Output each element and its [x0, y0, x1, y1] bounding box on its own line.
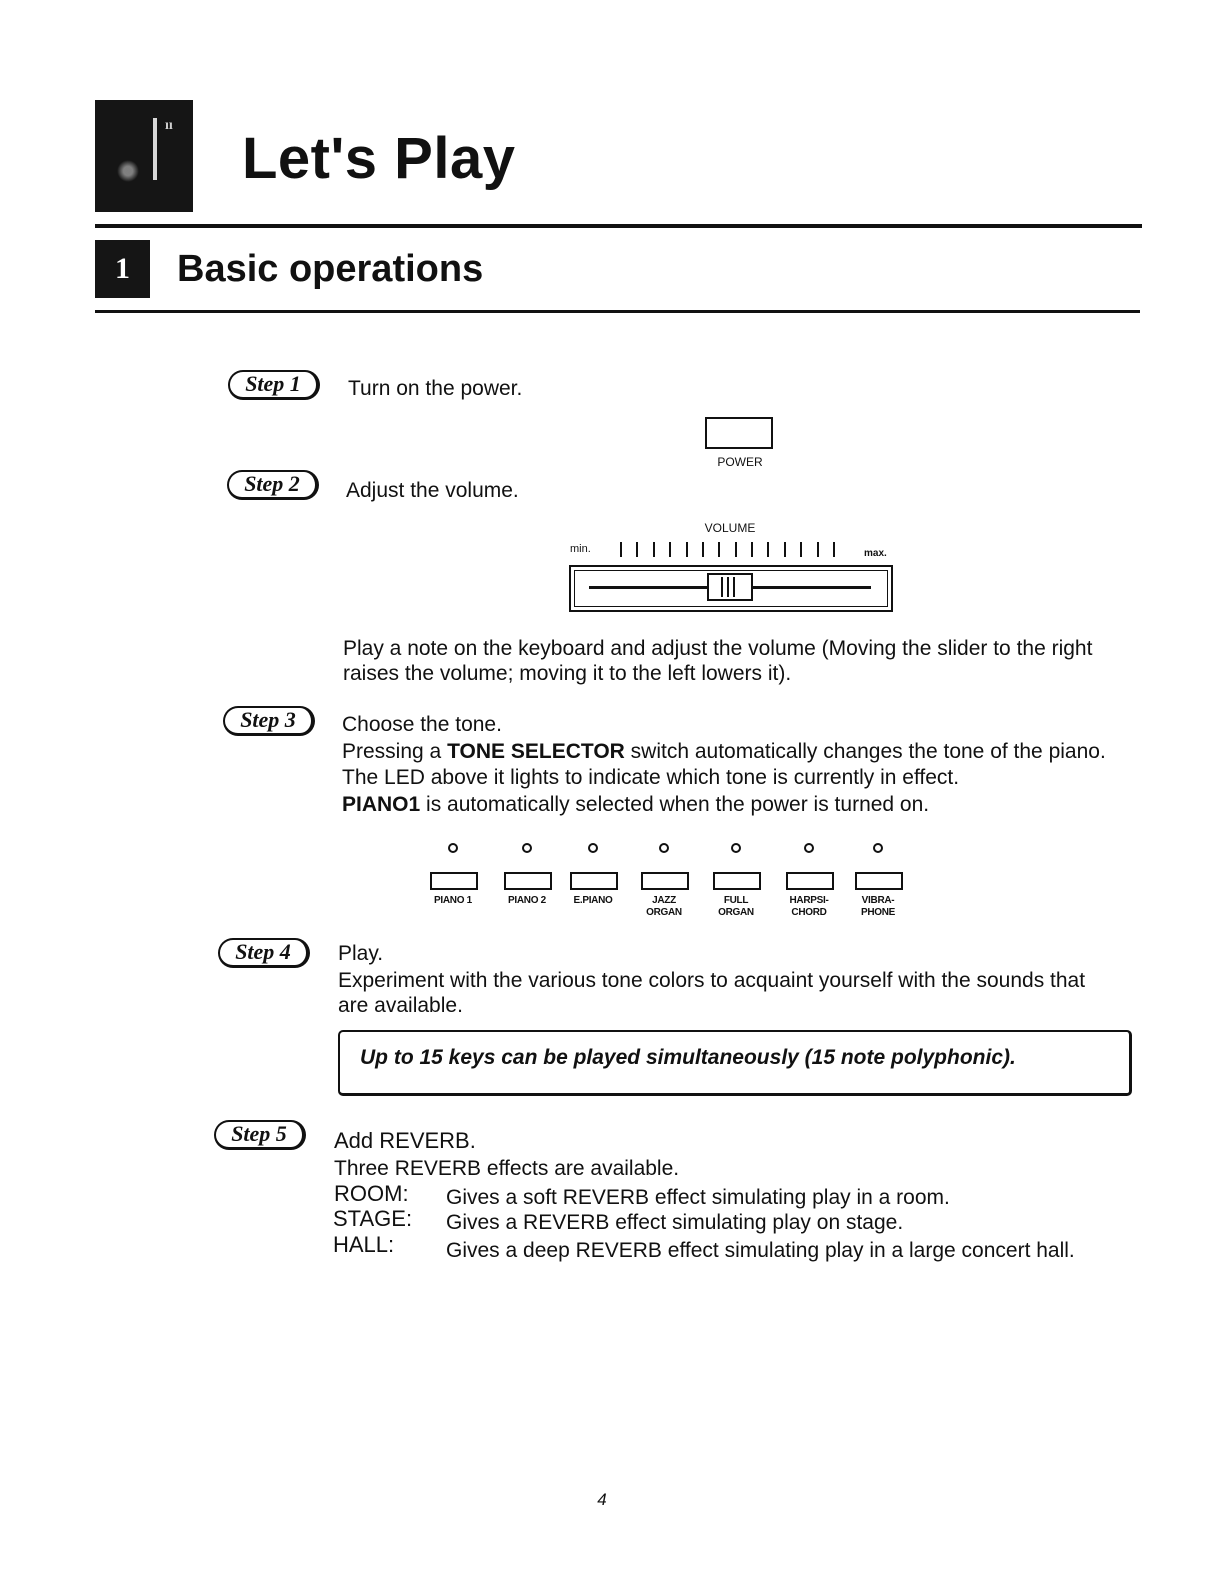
reverb-room-name: ROOM:: [334, 1181, 409, 1206]
chapter-title: Let's Play: [242, 126, 516, 191]
step-2-title: Adjust the volume.: [346, 479, 519, 502]
volume-slider-knob: [707, 573, 753, 601]
tone-led: [522, 843, 532, 853]
tone-label: E.PIANO: [573, 895, 613, 906]
volume-tick: [686, 542, 688, 557]
volume-slider: [569, 565, 893, 612]
section-number: 1: [95, 240, 150, 298]
tone-led: [659, 843, 669, 853]
tone-switch: [430, 872, 478, 890]
polyphony-note: Up to 15 keys can be played simultaneously (15 note polyphonic).: [360, 1046, 1016, 1069]
power-button: [705, 417, 773, 449]
reverb-intro: Three REVERB effects are available.: [334, 1157, 680, 1180]
tone-switch: [570, 872, 618, 890]
volume-tick: [669, 542, 671, 557]
tone-label: VIBRA- PHONE: [860, 895, 896, 918]
step-3-title: Choose the tone.: [342, 713, 502, 736]
page-number: 4: [597, 1490, 607, 1509]
volume-tick: [800, 542, 802, 557]
tone-selector-term: TONE SELECTOR: [447, 740, 625, 763]
volume-tick: [636, 542, 638, 557]
tone-led: [588, 843, 598, 853]
step-3-badge: Step 3: [223, 706, 315, 736]
step-5-title: Add REVERB.: [334, 1128, 476, 1153]
chapter-icon-mark: ıı: [165, 118, 173, 133]
tone-switch: [713, 872, 761, 890]
volume-min-label: min.: [570, 543, 591, 555]
step-2-badge: Step 2: [227, 470, 319, 500]
tone-label: PIANO 1: [434, 895, 472, 906]
section-divider: [95, 310, 1140, 313]
tone-switch: [855, 872, 903, 890]
volume-scale-ticks: [620, 542, 835, 558]
power-label: POWER: [717, 455, 763, 469]
chapter-icon-stripe: [153, 118, 157, 180]
volume-tick: [767, 542, 769, 557]
section-title: Basic operations: [177, 248, 484, 290]
tone-led: [804, 843, 814, 853]
tone-switch: [786, 872, 834, 890]
volume-tick: [751, 542, 753, 557]
volume-max-label: max.: [864, 548, 887, 559]
tone-description-line-2: The LED above it lights to indicate which tone is currently in effect.: [342, 766, 960, 789]
tone-label: JAZZ ORGAN: [646, 895, 682, 918]
tone-description-line-3: PIANO1 is automatically selected when the power is turned on.: [342, 793, 930, 816]
tone-label: HARPSI- CHORD: [789, 895, 829, 918]
volume-label: VOLUME: [704, 521, 756, 535]
volume-tick: [817, 542, 819, 557]
volume-tick: [833, 542, 835, 557]
tone-description-line-1: Pressing a TONE SELECTOR switch automatically changes the tone of the piano.: [342, 740, 1106, 763]
step-5-badge: Step 5: [214, 1120, 306, 1150]
tone-led: [873, 843, 883, 853]
play-description-line-2: are available.: [338, 994, 463, 1017]
piano1-term: PIANO1: [342, 793, 421, 816]
chapter-icon-dot: [117, 160, 139, 182]
volume-tick: [735, 542, 737, 557]
step-1-badge: Step 1: [228, 370, 320, 400]
step-4-title: Play.: [338, 942, 384, 965]
volume-tick: [620, 542, 622, 557]
reverb-stage-desc: Gives a REVERB effect simulating play on stage.: [446, 1211, 904, 1234]
volume-tick: [784, 542, 786, 557]
tone-label: PIANO 2: [508, 895, 546, 906]
chapter-divider: [95, 224, 1142, 228]
reverb-stage-name: STAGE:: [333, 1206, 413, 1231]
play-description-line-1: Experiment with the various tone colors to acquaint yourself with the sounds that: [338, 969, 1086, 992]
reverb-hall-name: HALL:: [333, 1232, 395, 1257]
step-4-badge: Step 4: [218, 938, 310, 968]
volume-tick: [653, 542, 655, 557]
volume-tick: [718, 542, 720, 557]
tone-led: [448, 843, 458, 853]
tone-led: [731, 843, 741, 853]
volume-description-line-1: Play a note on the keyboard and adjust the volume (Moving the slider to the right: [343, 637, 1093, 660]
tone-switch: [641, 872, 689, 890]
volume-tick: [702, 542, 704, 557]
reverb-hall-desc: Gives a deep REVERB effect simulating play in a large concert hall.: [446, 1239, 1075, 1262]
reverb-room-desc: Gives a soft REVERB effect simulating play in a room.: [446, 1186, 950, 1209]
tone-label: FULL ORGAN: [718, 895, 754, 918]
chapter-icon-block: [95, 100, 193, 212]
tone-switch: [504, 872, 552, 890]
volume-description-line-2: raises the volume; moving it to the left lowers it).: [343, 662, 792, 685]
step-1-title: Turn on the power.: [348, 377, 523, 400]
